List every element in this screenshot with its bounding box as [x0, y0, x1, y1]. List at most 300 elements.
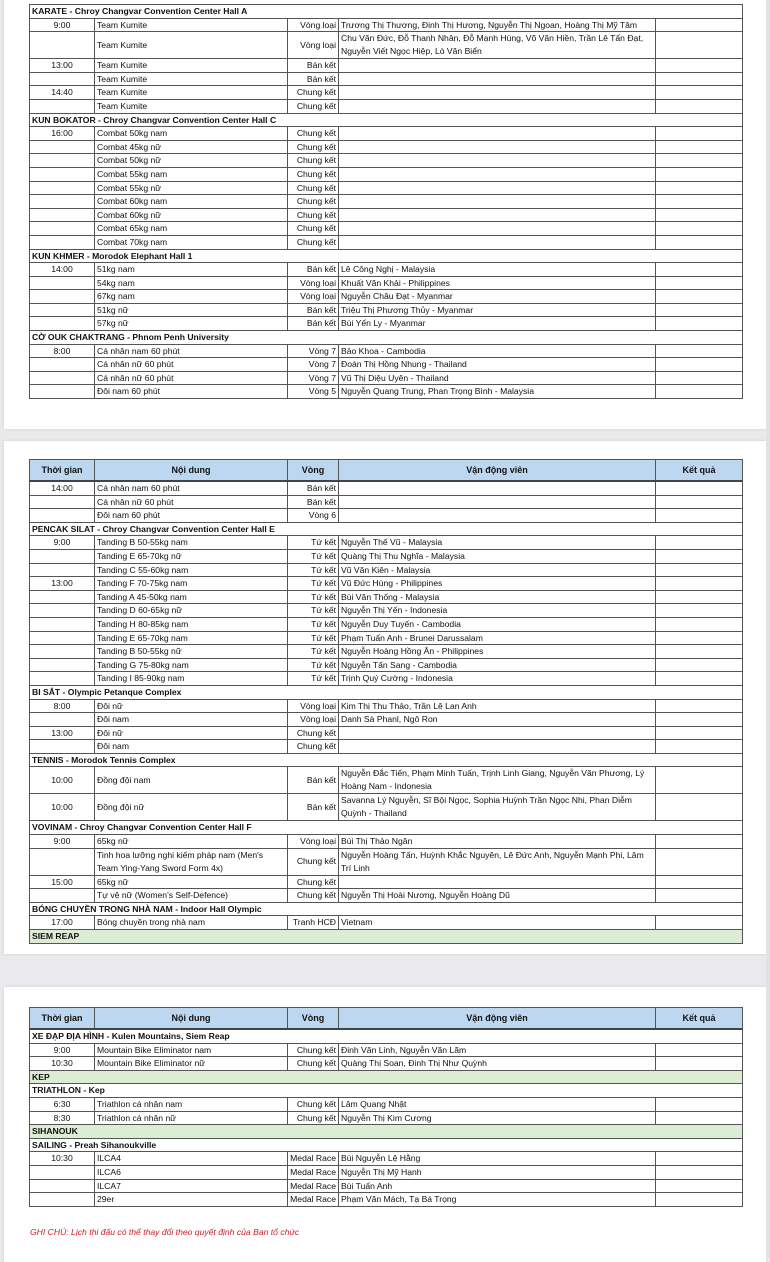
round-cell: Chung kết	[288, 86, 339, 100]
page-1	[4, 0, 766, 429]
result-cell	[656, 1097, 743, 1111]
event-cell: Tanding E 65-70kg nữ	[95, 549, 288, 563]
result-cell	[656, 563, 743, 577]
region-row	[30, 930, 743, 944]
athletes-cell: Phạm Văn Mách, Tạ Bá Trọng	[339, 1193, 656, 1207]
result-cell	[656, 208, 743, 222]
time-cell: 9:00	[30, 1043, 95, 1057]
time-cell	[30, 604, 95, 618]
event-cell: Tự vệ nữ (Women's Self-Defence)	[95, 889, 288, 903]
time-cell: 9:00	[30, 18, 95, 32]
round-cell: Vòng loại	[288, 713, 339, 727]
table-row	[30, 509, 743, 523]
event-cell: Team Kumite	[95, 18, 288, 32]
round-cell: Tứ kết	[288, 549, 339, 563]
result-cell	[656, 195, 743, 209]
round-cell: Medal Race	[288, 1152, 339, 1166]
event-cell: Tanding B 50-55kg nam	[95, 536, 288, 550]
table-row	[30, 645, 743, 659]
table-row	[30, 263, 743, 277]
event-cell: Đôi nam 60 phút	[95, 385, 288, 399]
table-row	[30, 549, 743, 563]
result-cell	[656, 222, 743, 236]
table-body	[30, 1029, 743, 1070]
time-cell: 14:00	[30, 481, 95, 495]
athletes-cell: Lâm Quang Nhật	[339, 1097, 656, 1111]
section-title-row	[30, 1138, 743, 1152]
section-title: BÓNG CHUYỀN TRONG NHÀ NAM - Indoor Hall Olympic	[30, 902, 743, 916]
region-kep: KEP	[30, 1070, 743, 1084]
round-cell: Vòng 7	[288, 344, 339, 358]
section-title: KUN BOKATOR - Chroy Changvar Convention Center Hall C	[30, 113, 743, 127]
time-cell	[30, 848, 95, 875]
round-cell: Vòng 5	[288, 385, 339, 399]
section-title-row	[30, 522, 743, 536]
schedule-table-2	[29, 459, 743, 944]
athletes-cell	[339, 86, 656, 100]
event-cell: 65kg nữ	[95, 875, 288, 889]
time-cell: 10:30	[30, 1057, 95, 1071]
round-cell: Bán kết	[288, 481, 339, 495]
table-row	[30, 32, 743, 59]
time-cell	[30, 563, 95, 577]
event-cell: Team Kumite	[95, 86, 288, 100]
athletes-cell: Đoàn Thị Hồng Nhung - Thailand	[339, 358, 656, 372]
table-row	[30, 1097, 743, 1111]
table-row	[30, 1043, 743, 1057]
athletes-cell: Nguyễn Hoàng Tấn, Huỳnh Khắc Nguyên, Lê Đức Anh, Nguyễn Mạnh Phi, Lâm Trí Linh	[339, 848, 656, 875]
section-title-row	[30, 113, 743, 127]
athletes-cell: Trương Thị Thương, Đinh Thị Hương, Nguyễn Thị Ngoan, Hoàng Thị Mỹ Tâm	[339, 18, 656, 32]
round-cell: Vòng loại	[288, 18, 339, 32]
table-row	[30, 1057, 743, 1071]
athletes-cell: Nguyễn Châu Đạt - Myanmar	[339, 290, 656, 304]
round-cell: Tứ kết	[288, 658, 339, 672]
region-siem-reap: SIEM REAP	[30, 930, 743, 944]
event-cell: Team Kumite	[95, 99, 288, 113]
athletes-cell: Nguyễn Thị Yến - Indonesia	[339, 604, 656, 618]
table-body	[30, 821, 743, 902]
round-cell: Chung kết	[288, 167, 339, 181]
table-row	[30, 617, 743, 631]
round-cell: Chung kết	[288, 875, 339, 889]
section-title-row	[30, 821, 743, 835]
athletes-cell: Chu Văn Đức, Đỗ Thanh Nhân, Đỗ Mạnh Hùng, Võ Văn Hiền, Trần Lê Tấn Đạt, Nguyễn Viết Ngọc Hiệp, Lò Văn Biển	[339, 32, 656, 59]
table-row	[30, 385, 743, 399]
table-row	[30, 563, 743, 577]
athletes-cell: Lê Công Nghị - Malaysia	[339, 263, 656, 277]
athletes-cell	[339, 481, 656, 495]
time-cell: 16:00	[30, 127, 95, 141]
round-cell: Bán kết	[288, 794, 339, 821]
round-cell: Chung kết	[288, 154, 339, 168]
time-cell: 10:00	[30, 767, 95, 794]
header-result: Kết quả	[656, 460, 743, 482]
result-cell	[656, 290, 743, 304]
event-cell: Tanding E 65-70kg nam	[95, 631, 288, 645]
round-cell: Vòng loại	[288, 32, 339, 59]
section-title: KARATE - Chroy Changvar Convention Center Hall A	[30, 5, 743, 19]
header-result: Kết quả	[656, 1008, 743, 1030]
result-cell	[656, 617, 743, 631]
time-cell: 13:00	[30, 59, 95, 73]
athletes-cell: Nguyễn Thị Mỹ Hạnh	[339, 1165, 656, 1179]
schedule-table-3	[29, 1007, 743, 1207]
result-cell	[656, 263, 743, 277]
athletes-cell: Vũ Đức Hùng - Philippines	[339, 577, 656, 591]
round-cell: Vòng loại	[288, 835, 339, 849]
table-row	[30, 222, 743, 236]
result-cell	[656, 916, 743, 930]
event-cell: 57kg nữ	[95, 317, 288, 331]
event-cell: Mountain Bike Eliminator nam	[95, 1043, 288, 1057]
result-cell	[656, 875, 743, 889]
athletes-cell	[339, 181, 656, 195]
table-row	[30, 1152, 743, 1166]
result-cell	[656, 1193, 743, 1207]
round-cell: Chung kết	[288, 740, 339, 754]
round-cell: Chung kết	[288, 1111, 339, 1125]
event-cell: Triathlon cá nhân nam	[95, 1097, 288, 1111]
table-row	[30, 577, 743, 591]
athletes-cell	[339, 726, 656, 740]
athletes-cell: Phạm Tuấn Anh - Brunei Darussalam	[339, 631, 656, 645]
athletes-cell: Savanna Lý Nguyễn, Sĩ Bội Ngọc, Sophia Huỳnh Trần Ngọc Nhi, Phan Diễm Quỳnh - Thailand	[339, 794, 656, 821]
athletes-cell: Bùi Yến Ly - Myanmar	[339, 317, 656, 331]
section-title: TENNIS - Morodok Tennis Complex	[30, 753, 743, 767]
event-cell: Cá nhân nam 60 phút	[95, 481, 288, 495]
time-cell: 17:00	[30, 916, 95, 930]
result-cell	[656, 658, 743, 672]
result-cell	[656, 1165, 743, 1179]
round-cell: Medal Race	[288, 1165, 339, 1179]
result-cell	[656, 726, 743, 740]
table-body	[30, 331, 743, 399]
result-cell	[656, 645, 743, 659]
time-cell	[30, 290, 95, 304]
table-row	[30, 276, 743, 290]
time-cell	[30, 222, 95, 236]
time-cell	[30, 358, 95, 372]
result-cell	[656, 699, 743, 713]
round-cell: Vòng loại	[288, 276, 339, 290]
time-cell: 8:30	[30, 1111, 95, 1125]
result-cell	[656, 1179, 743, 1193]
time-cell	[30, 658, 95, 672]
result-cell	[656, 276, 743, 290]
result-cell	[656, 536, 743, 550]
table-row	[30, 18, 743, 32]
table-row	[30, 208, 743, 222]
time-cell	[30, 1179, 95, 1193]
round-cell: Tứ kết	[288, 563, 339, 577]
event-cell: Combat 45kg nữ	[95, 140, 288, 154]
section-title-row	[30, 331, 743, 345]
section-title-row	[30, 685, 743, 699]
round-cell: Tứ kết	[288, 536, 339, 550]
time-cell	[30, 235, 95, 249]
time-cell	[30, 371, 95, 385]
table-row	[30, 848, 743, 875]
round-cell: Bán kết	[288, 767, 339, 794]
round-cell: Medal Race	[288, 1179, 339, 1193]
region-row	[30, 1125, 743, 1139]
result-cell	[656, 235, 743, 249]
athletes-cell: Nguyễn Tấn Sang - Cambodia	[339, 658, 656, 672]
athletes-cell	[339, 59, 656, 73]
section-title-row	[30, 753, 743, 767]
time-cell: 14:00	[30, 263, 95, 277]
table-row	[30, 767, 743, 794]
round-cell: Tứ kết	[288, 631, 339, 645]
event-cell: Combat 50kg nữ	[95, 154, 288, 168]
event-cell: Tanding G 75-80kg nam	[95, 658, 288, 672]
table-row	[30, 658, 743, 672]
event-cell: Combat 70kg nam	[95, 235, 288, 249]
result-cell	[656, 32, 743, 59]
athletes-cell: Nguyễn Thị Kim Cương	[339, 1111, 656, 1125]
result-cell	[656, 303, 743, 317]
table-row	[30, 835, 743, 849]
schedule-note: GHI CHÚ: Lịch thi đấu có thể thay đổi theo quyết định của Ban tổ chức	[30, 1227, 300, 1237]
header-time: Thời gian	[30, 460, 95, 482]
time-cell	[30, 154, 95, 168]
result-cell	[656, 495, 743, 509]
table-row	[30, 140, 743, 154]
result-cell	[656, 86, 743, 100]
result-cell	[656, 167, 743, 181]
table-row	[30, 481, 743, 495]
table-row	[30, 303, 743, 317]
time-cell	[30, 1193, 95, 1207]
event-cell: Tanding D 60-65kg nữ	[95, 604, 288, 618]
table-row	[30, 726, 743, 740]
round-cell: Chung kết	[288, 99, 339, 113]
round-cell: Tứ kết	[288, 645, 339, 659]
result-cell	[656, 1152, 743, 1166]
event-cell: Đôi nam	[95, 713, 288, 727]
event-cell: Combat 65kg nam	[95, 222, 288, 236]
event-cell: Bóng chuyền trong nhà nam	[95, 916, 288, 930]
table-row	[30, 495, 743, 509]
table-row	[30, 916, 743, 930]
table-row	[30, 59, 743, 73]
athletes-cell: Nguyễn Thị Hoài Nương, Nguyễn Hoàng Dũ	[339, 889, 656, 903]
time-cell: 14:40	[30, 86, 95, 100]
athletes-cell	[339, 222, 656, 236]
round-cell: Bán kết	[288, 263, 339, 277]
time-cell	[30, 195, 95, 209]
event-cell: Combat 50kg nam	[95, 127, 288, 141]
event-cell: Combat 60kg nam	[95, 195, 288, 209]
result-cell	[656, 358, 743, 372]
athletes-cell: Nguyễn Thế Vũ - Malaysia	[339, 536, 656, 550]
round-cell: Tứ kết	[288, 590, 339, 604]
event-cell: Cá nhân nữ 60 phút	[95, 495, 288, 509]
round-cell: Tứ kết	[288, 672, 339, 686]
event-cell: Tanding A 45-50kg nam	[95, 590, 288, 604]
section-title: CỜ OUK CHAKTRANG - Phnom Penh University	[30, 331, 743, 345]
round-cell: Tứ kết	[288, 604, 339, 618]
section-title: VOVINAM - Chroy Changvar Convention Center Hall F	[30, 821, 743, 835]
round-cell: Chung kết	[288, 1043, 339, 1057]
result-cell	[656, 72, 743, 86]
event-cell: Combat 55kg nữ	[95, 181, 288, 195]
event-cell: Đồng đội nữ	[95, 794, 288, 821]
section-title-row	[30, 249, 743, 263]
time-cell: 6:30	[30, 1097, 95, 1111]
event-cell: Tanding F 70-75kg nam	[95, 577, 288, 591]
round-cell: Vòng 6	[288, 509, 339, 523]
athletes-cell: Nguyễn Duy Tuyến - Cambodia	[339, 617, 656, 631]
athletes-cell	[339, 740, 656, 754]
table-row	[30, 317, 743, 331]
athletes-cell: Vũ Văn Kiên - Malaysia	[339, 563, 656, 577]
round-cell: Chung kết	[288, 1057, 339, 1071]
region-sihanouk: SIHANOUK	[30, 1125, 743, 1139]
event-cell: 65kg nữ	[95, 835, 288, 849]
event-cell: Cá nhân nữ 60 phút	[95, 371, 288, 385]
event-cell: Cá nhân nữ 60 phút	[95, 358, 288, 372]
time-cell	[30, 1165, 95, 1179]
table-row	[30, 740, 743, 754]
athletes-cell	[339, 235, 656, 249]
time-cell	[30, 495, 95, 509]
event-cell: Cá nhân nam 60 phút	[95, 344, 288, 358]
header-round: Vòng	[288, 1008, 339, 1030]
table-row	[30, 195, 743, 209]
result-cell	[656, 549, 743, 563]
header-athletes: Vận động viên	[339, 1008, 656, 1030]
section-title: TRIATHLON - Kep	[30, 1084, 743, 1098]
result-cell	[656, 590, 743, 604]
section-title: BI SẮT - Olympic Petanque Complex	[30, 685, 743, 699]
event-cell: ILCA4	[95, 1152, 288, 1166]
table-row	[30, 235, 743, 249]
table-row	[30, 590, 743, 604]
athletes-cell: Bùi Nguyễn Lệ Hằng	[339, 1152, 656, 1166]
time-cell	[30, 303, 95, 317]
round-cell: Bán kết	[288, 72, 339, 86]
round-cell: Vòng 7	[288, 371, 339, 385]
table-body	[30, 522, 743, 685]
round-cell: Chung kết	[288, 140, 339, 154]
result-cell	[656, 59, 743, 73]
result-cell	[656, 1043, 743, 1057]
section-title-row	[30, 902, 743, 916]
round-cell: Bán kết	[288, 317, 339, 331]
table-row	[30, 72, 743, 86]
time-cell	[30, 740, 95, 754]
table-row	[30, 794, 743, 821]
time-cell	[30, 317, 95, 331]
athletes-cell	[339, 208, 656, 222]
event-cell: Mountain Bike Eliminator nữ	[95, 1057, 288, 1071]
table-row	[30, 875, 743, 889]
athletes-cell	[339, 154, 656, 168]
time-cell	[30, 72, 95, 86]
result-cell	[656, 713, 743, 727]
event-cell: 51kg nữ	[95, 303, 288, 317]
scrollbar[interactable]	[766, 0, 770, 1258]
athletes-cell	[339, 72, 656, 86]
result-cell	[656, 127, 743, 141]
event-cell: Combat 55kg nam	[95, 167, 288, 181]
round-cell: Chung kết	[288, 127, 339, 141]
event-cell: Tanding H 80-85kg nam	[95, 617, 288, 631]
table-body	[30, 249, 743, 331]
time-cell	[30, 645, 95, 659]
table-row	[30, 631, 743, 645]
table-body	[30, 1138, 743, 1206]
header-event: Nội dung	[95, 1008, 288, 1030]
result-cell	[656, 848, 743, 875]
round-cell: Chung kết	[288, 222, 339, 236]
athletes-cell: Bùi Thị Thảo Ngân	[339, 835, 656, 849]
time-cell	[30, 208, 95, 222]
time-cell: 8:00	[30, 699, 95, 713]
event-cell: Tanding B 50-55kg nữ	[95, 645, 288, 659]
table-row	[30, 889, 743, 903]
result-cell	[656, 794, 743, 821]
round-cell: Chung kết	[288, 208, 339, 222]
result-cell	[656, 631, 743, 645]
event-cell: Tinh hoa lưỡng nghi kiếm pháp nam (Men's Team Ying-Yang Sword Form 4x)	[95, 848, 288, 875]
table-row	[30, 290, 743, 304]
table-body	[30, 753, 743, 821]
page-3	[4, 987, 766, 1262]
time-cell	[30, 167, 95, 181]
header-athletes: Vận động viên	[339, 460, 656, 482]
round-cell: Vòng 7	[288, 358, 339, 372]
event-cell: Đôi nữ	[95, 726, 288, 740]
athletes-cell: Trịnh Quý Cường - Indonesia	[339, 672, 656, 686]
round-cell: Chung kết	[288, 181, 339, 195]
athletes-cell	[339, 495, 656, 509]
event-cell: Tanding C 55-60kg nam	[95, 563, 288, 577]
time-cell	[30, 509, 95, 523]
event-cell: 67kg nam	[95, 290, 288, 304]
time-cell	[30, 140, 95, 154]
section-title: SAILING - Preah Sihanoukville	[30, 1138, 743, 1152]
time-cell: 13:00	[30, 726, 95, 740]
schedule-table-1	[29, 4, 743, 399]
athletes-cell	[339, 127, 656, 141]
athletes-cell: Kim Thị Thu Thảo, Trần Lê Lan Anh	[339, 699, 656, 713]
time-cell	[30, 590, 95, 604]
round-cell: Bán kết	[288, 59, 339, 73]
header-round: Vòng	[288, 460, 339, 482]
athletes-cell: Vũ Thị Diệu Uyên - Thailand	[339, 371, 656, 385]
event-cell: 29er	[95, 1193, 288, 1207]
event-cell: Đôi nam	[95, 740, 288, 754]
round-cell: Chung kết	[288, 726, 339, 740]
round-cell: Tranh HCĐ	[288, 916, 339, 930]
table-row	[30, 371, 743, 385]
athletes-cell	[339, 195, 656, 209]
table-row	[30, 181, 743, 195]
result-cell	[656, 1111, 743, 1125]
round-cell: Bán kết	[288, 303, 339, 317]
region-row	[30, 1070, 743, 1084]
time-cell: 9:00	[30, 835, 95, 849]
round-cell: Chung kết	[288, 1097, 339, 1111]
table-body	[30, 1084, 743, 1125]
event-cell: Tanding I 85-90kg nam	[95, 672, 288, 686]
round-cell: Medal Race	[288, 1193, 339, 1207]
athletes-cell: Nguyễn Quang Trung, Phan Trọng Bình - Malaysia	[339, 385, 656, 399]
athletes-cell: Đinh Văn Linh, Nguyễn Văn Lãm	[339, 1043, 656, 1057]
